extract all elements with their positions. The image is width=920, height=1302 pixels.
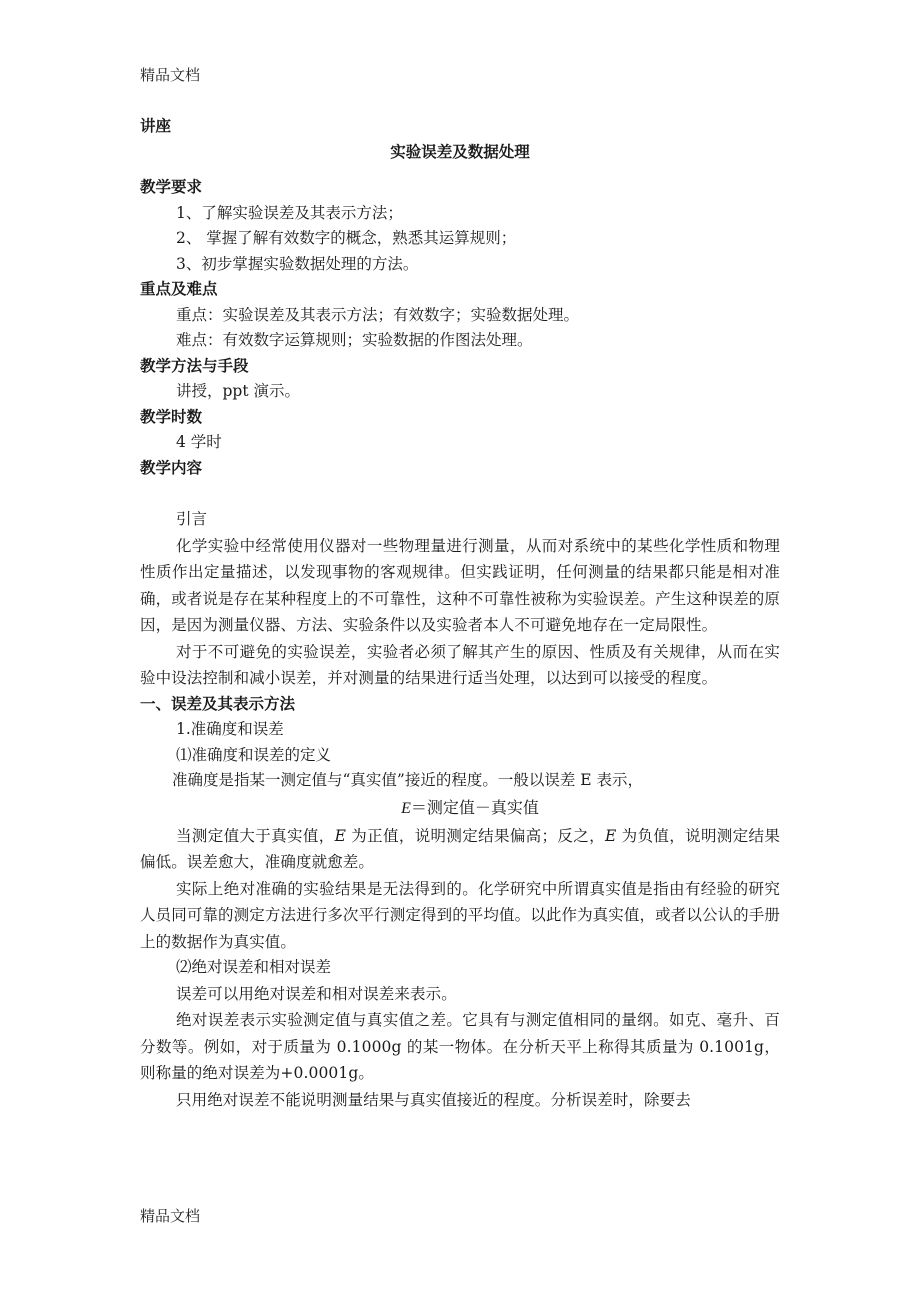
page-header: 精品文档 bbox=[140, 66, 201, 84]
formula-variable: E bbox=[401, 799, 411, 817]
section1-sub1b: ⑵绝对误差和相对误差 bbox=[176, 958, 332, 976]
error-sign-paragraph bbox=[140, 823, 780, 876]
formula-expression: ＝测定值－真实值 bbox=[410, 797, 539, 817]
lecture-title: 实验误差及数据处理 bbox=[390, 142, 530, 161]
requirements-heading: 教学要求 bbox=[140, 178, 203, 196]
intro-paragraph-1: 化学实验中经常使用仪器对一些物理量进行测量，从而对系统中的某些化学性质和物理性质作出定量描述，以发现事物的客观规律。但实践证明，任何测量的结果都只能是相对准确，或者说是存在某种程度上的不可靠性，这种不可靠性被称为实验误差。产生这种误差的原因，是因为测量仪器、方法、实验条件以及实验者本人不可避免地存在一定局限性。 bbox=[140, 536, 780, 634]
section1-sub1a: ⑴准确度和误差的定义 bbox=[176, 745, 332, 764]
hours-text: 4 学时 bbox=[176, 433, 222, 451]
methods-heading: 教学方法与手段 bbox=[140, 356, 249, 375]
absolute-error-paragraph: 绝对误差表示实验测定值与真实值之差。它具有与测定值相同的量纲。如克、毫升、百分数等。例如，对于质量为 0.1000g 的某一物体。在分析天平上称得其质量为 0.1001g，则称量的绝对误差为+0.0001g。 bbox=[140, 1011, 780, 1082]
intro-paragraph-2: 对于不可避免的实验误差，实验者必须了解其产生的原因、性质及有关规律，从而在实验中设法控制和减小误差，并对测量的结果进行适当处理，以达到可以接受的程度。 bbox=[140, 642, 780, 687]
last-paragraph: 只用绝对误差不能说明测量结果与真实值接近的程度。分析误差时，除要去 bbox=[176, 1090, 691, 1109]
error-definition: 准确度是指某一测定值与“真实值”接近的程度。一般以误差 E 表示， bbox=[172, 771, 644, 789]
keypoints-difficult: 难点：有效数字运算规则；实验数据的作图法处理。 bbox=[176, 331, 533, 349]
page-footer: 精品文档 bbox=[140, 1207, 201, 1225]
sign-var-1: E bbox=[334, 826, 346, 845]
document-body bbox=[140, 114, 780, 1113]
methods-text: 讲授，ppt 演示。 bbox=[176, 382, 301, 400]
sign-text-3: 为负值，说明测定结果偏低。误差愈大，准确度就愈差。 bbox=[140, 826, 780, 871]
sign-var-2: E bbox=[604, 826, 617, 845]
intro-title: 引言 bbox=[176, 510, 208, 528]
abs-rel-paragraph: 误差可以用绝对误差和相对误差来表示。 bbox=[176, 984, 457, 1003]
requirement-item-2: 2、 掌握了解有效数字的概念，熟悉其运算规则； bbox=[176, 229, 517, 247]
section1-sub1: 1.准确度和误差 bbox=[176, 720, 284, 738]
sign-text-1: 当测定值大于真实值， bbox=[176, 826, 335, 845]
sign-text-2: 为正值，说明测定结果偏高；反之， bbox=[345, 826, 605, 845]
requirement-item-3: 3、初步掌握实验数据处理的方法。 bbox=[176, 254, 419, 273]
content-heading: 教学内容 bbox=[140, 458, 203, 477]
requirement-item-1: 1、了解实验误差及其表示方法； bbox=[176, 203, 403, 222]
keypoints-heading: 重点及难点 bbox=[140, 280, 218, 298]
hours-heading: 教学时数 bbox=[140, 407, 203, 426]
keypoints-key: 重点：实验误差及其表示方法；有效数字；实验数据处理。 bbox=[176, 305, 580, 324]
section1-heading: 一、误差及其表示方法 bbox=[140, 694, 296, 713]
lecture-label: 讲座 bbox=[140, 117, 172, 135]
true-value-paragraph: 实际上绝对准确的实验结果是无法得到的。化学研究中所谓真实值是指由有经验的研究人员同可靠的测定方法进行多次平行测定得到的平均值。以此作为真实值，或者以公认的手册上的数据作为真实值。 bbox=[140, 879, 780, 951]
error-formula bbox=[140, 794, 780, 823]
